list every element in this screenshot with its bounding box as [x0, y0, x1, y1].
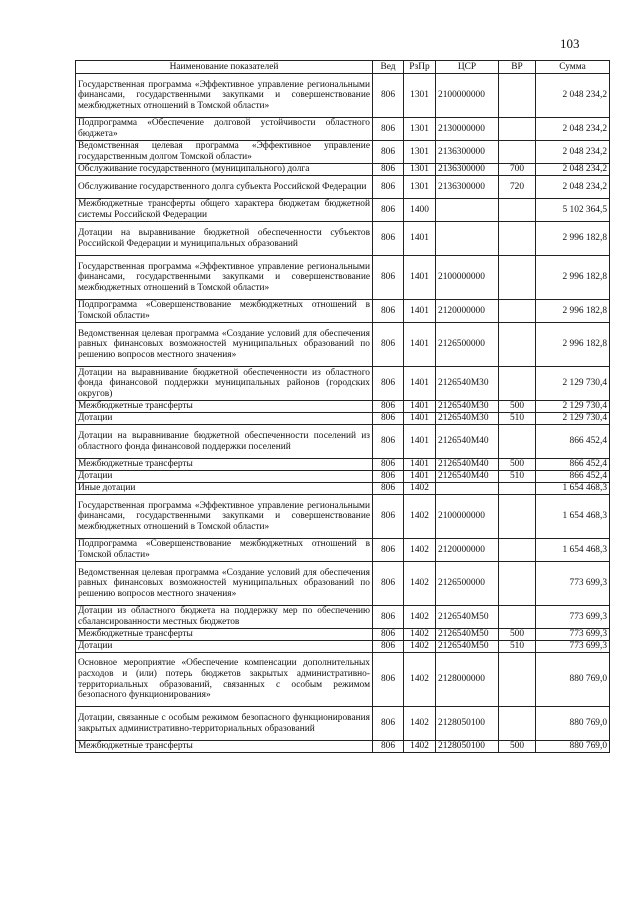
row-sum-cell: 1 654 468,3 — [536, 483, 610, 495]
row-sum-cell: 2 996 182,8 — [536, 256, 610, 300]
row-ved-cell: 806 — [373, 562, 404, 606]
row-rzpr-cell: 1400 — [404, 199, 436, 222]
row-sum-cell: 2 048 234,2 — [536, 164, 610, 176]
row-sum-cell: 2 129 730,4 — [536, 401, 610, 413]
row-vr-cell — [499, 483, 536, 495]
row-rzpr-cell: 1401 — [404, 459, 436, 471]
header-vr: ВР — [499, 61, 536, 74]
header-rzpr: РзПр — [404, 61, 436, 74]
row-ved-cell: 806 — [373, 164, 404, 176]
table-row — [76, 413, 610, 425]
row-rzpr-cell: 1301 — [404, 141, 436, 164]
row-csr-cell: 2126500000 — [436, 562, 499, 606]
row-rzpr-cell: 1401 — [404, 222, 436, 256]
row-ved-cell: 806 — [373, 256, 404, 300]
row-vr-cell — [499, 425, 536, 459]
table-body — [76, 74, 610, 753]
row-rzpr-cell: 1402 — [404, 495, 436, 539]
row-sum-cell: 880 769,0 — [536, 741, 610, 753]
row-name-cell: Дотации — [76, 471, 373, 483]
row-csr-cell: 2136300000 — [436, 164, 499, 176]
row-sum-cell: 2 996 182,8 — [536, 323, 610, 367]
row-name-cell: Дотации на выравнивание бюджетной обеспеченности из областного фонда финансовой поддержки муниципальных районов (городских округов) — [76, 367, 373, 401]
row-name-cell: Межбюджетные трансферты общего характера бюджетам бюджетной системы Российской Федерации — [76, 199, 373, 222]
table-row — [76, 483, 610, 495]
row-sum-cell: 880 769,0 — [536, 653, 610, 707]
table-row — [76, 222, 610, 256]
table-row — [76, 164, 610, 176]
row-sum-cell: 2 048 234,2 — [536, 118, 610, 141]
row-rzpr-cell: 1301 — [404, 164, 436, 176]
row-sum-cell: 2 048 234,2 — [536, 141, 610, 164]
table-row — [76, 300, 610, 323]
row-name-cell: Ведомственная целевая программа «Эффективное управление государственным долгом Томской области» — [76, 141, 373, 164]
row-csr-cell: 2126500000 — [436, 323, 499, 367]
row-name-cell: Дотации из областного бюджета на поддержку мер по обеспечению сбалансированности местных бюджетов — [76, 606, 373, 629]
row-name-cell: Обслуживание государственного (муниципального) долга — [76, 164, 373, 176]
row-ved-cell: 806 — [373, 539, 404, 562]
table-row — [76, 707, 610, 741]
row-sum-cell: 773 699,3 — [536, 641, 610, 653]
row-ved-cell: 806 — [373, 495, 404, 539]
row-ved-cell: 806 — [373, 367, 404, 401]
row-rzpr-cell: 1301 — [404, 74, 436, 118]
row-ved-cell: 806 — [373, 606, 404, 629]
row-name-cell: Основное мероприятие «Обеспечение компенсации дополнительных расходов и (или) потерь бюджетов закрытых административно-территориальных образований, связанных с особым режимом безопасного функционирования» — [76, 653, 373, 707]
row-csr-cell: 2136300000 — [436, 141, 499, 164]
row-rzpr-cell: 1402 — [404, 641, 436, 653]
row-vr-cell — [499, 74, 536, 118]
row-rzpr-cell: 1402 — [404, 606, 436, 629]
row-vr-cell — [499, 495, 536, 539]
row-sum-cell: 2 996 182,8 — [536, 300, 610, 323]
row-rzpr-cell: 1402 — [404, 539, 436, 562]
row-name-cell: Государственная программа «Эффективное управление региональными финансами, государственными закупками и совершенствование межбюджетных отношений в Томской области» — [76, 256, 373, 300]
table-row — [76, 653, 610, 707]
row-name-cell: Межбюджетные трансферты — [76, 401, 373, 413]
row-ved-cell: 806 — [373, 425, 404, 459]
row-name-cell: Государственная программа «Эффективное управление региональными финансами, государственными закупками и совершенствование межбюджетных отношений в Томской области» — [76, 74, 373, 118]
row-name-cell: Обслуживание государственного долга субъекта Российской Федерации — [76, 176, 373, 199]
row-name-cell: Иные дотации — [76, 483, 373, 495]
table-row — [76, 425, 610, 459]
row-csr-cell: 2126540М40 — [436, 471, 499, 483]
row-vr-cell — [499, 653, 536, 707]
row-ved-cell: 806 — [373, 471, 404, 483]
row-csr-cell: 2126540М30 — [436, 413, 499, 425]
row-name-cell: Межбюджетные трансферты — [76, 629, 373, 641]
row-sum-cell: 773 699,3 — [536, 606, 610, 629]
table-row — [76, 323, 610, 367]
row-sum-cell: 773 699,3 — [536, 629, 610, 641]
row-rzpr-cell: 1301 — [404, 118, 436, 141]
row-csr-cell: 2126540М50 — [436, 629, 499, 641]
row-csr-cell — [436, 222, 499, 256]
row-sum-cell: 2 129 730,4 — [536, 413, 610, 425]
row-sum-cell: 2 129 730,4 — [536, 367, 610, 401]
row-name-cell: Ведомственная целевая программа «Создание условий для обеспечения равных финансовых возможностей муниципальных образований по решению вопросов местного значения» — [76, 323, 373, 367]
budget-table — [75, 60, 610, 753]
row-rzpr-cell: 1402 — [404, 629, 436, 641]
table-header-row — [76, 61, 610, 74]
row-rzpr-cell: 1301 — [404, 176, 436, 199]
row-vr-cell — [499, 222, 536, 256]
row-vr-cell — [499, 562, 536, 606]
row-csr-cell: 2128050100 — [436, 741, 499, 753]
header-name: Наименование показателей — [76, 61, 373, 74]
row-csr-cell: 2136300000 — [436, 176, 499, 199]
table-row — [76, 741, 610, 753]
row-rzpr-cell: 1402 — [404, 562, 436, 606]
row-rzpr-cell: 1401 — [404, 413, 436, 425]
row-vr-cell — [499, 606, 536, 629]
row-ved-cell: 806 — [373, 629, 404, 641]
row-vr-cell — [499, 256, 536, 300]
row-csr-cell — [436, 483, 499, 495]
row-csr-cell: 2126540М50 — [436, 641, 499, 653]
row-csr-cell: 2126540М30 — [436, 401, 499, 413]
row-name-cell: Государственная программа «Эффективное управление региональными финансами, государственными закупками и совершенствование межбюджетных отношений в Томской области» — [76, 495, 373, 539]
table-row — [76, 539, 610, 562]
table-row — [76, 401, 610, 413]
table-row — [76, 629, 610, 641]
table-row — [76, 367, 610, 401]
row-name-cell: Дотации — [76, 641, 373, 653]
row-name-cell: Подпрограмма «Совершенствование межбюджетных отношений в Томской области» — [76, 300, 373, 323]
row-rzpr-cell: 1401 — [404, 471, 436, 483]
row-ved-cell: 806 — [373, 707, 404, 741]
row-ved-cell: 806 — [373, 413, 404, 425]
row-sum-cell: 2 048 234,2 — [536, 74, 610, 118]
row-ved-cell: 806 — [373, 74, 404, 118]
row-name-cell: Ведомственная целевая программа «Создание условий для обеспечения равных финансовых возможностей муниципальных образований по решению вопросов местного значения» — [76, 562, 373, 606]
row-sum-cell: 2 996 182,8 — [536, 222, 610, 256]
row-rzpr-cell: 1401 — [404, 300, 436, 323]
row-ved-cell: 806 — [373, 741, 404, 753]
row-rzpr-cell: 1401 — [404, 367, 436, 401]
row-csr-cell: 2128050100 — [436, 707, 499, 741]
row-rzpr-cell: 1402 — [404, 707, 436, 741]
page-number: 103 — [560, 36, 580, 51]
row-ved-cell: 806 — [373, 222, 404, 256]
row-csr-cell: 2126540М40 — [436, 425, 499, 459]
row-vr-cell — [499, 118, 536, 141]
row-sum-cell: 2 048 234,2 — [536, 176, 610, 199]
row-ved-cell: 806 — [373, 483, 404, 495]
table-row — [76, 176, 610, 199]
row-sum-cell: 5 102 364,5 — [536, 199, 610, 222]
row-vr-cell — [499, 539, 536, 562]
row-vr-cell — [499, 141, 536, 164]
table-row — [76, 495, 610, 539]
row-ved-cell: 806 — [373, 300, 404, 323]
row-vr-cell: 700 — [499, 164, 536, 176]
table-row — [76, 256, 610, 300]
row-sum-cell: 773 699,3 — [536, 562, 610, 606]
row-vr-cell: 510 — [499, 413, 536, 425]
row-sum-cell: 1 654 468,3 — [536, 495, 610, 539]
row-ved-cell: 806 — [373, 459, 404, 471]
row-rzpr-cell: 1401 — [404, 401, 436, 413]
row-csr-cell: 2128000000 — [436, 653, 499, 707]
row-vr-cell: 500 — [499, 741, 536, 753]
row-csr-cell: 2130000000 — [436, 118, 499, 141]
table-row — [76, 141, 610, 164]
row-rzpr-cell: 1402 — [404, 483, 436, 495]
row-csr-cell — [436, 199, 499, 222]
row-vr-cell — [499, 707, 536, 741]
header-sum: Сумма — [536, 61, 610, 74]
row-vr-cell: 720 — [499, 176, 536, 199]
row-name-cell: Подпрограмма «Совершенствование межбюджетных отношений в Томской области» — [76, 539, 373, 562]
row-name-cell: Межбюджетные трансферты — [76, 741, 373, 753]
row-csr-cell: 2100000000 — [436, 495, 499, 539]
row-ved-cell: 806 — [373, 401, 404, 413]
row-sum-cell: 1 654 468,3 — [536, 539, 610, 562]
row-sum-cell: 866 452,4 — [536, 425, 610, 459]
row-csr-cell: 2126540М40 — [436, 459, 499, 471]
row-rzpr-cell: 1401 — [404, 425, 436, 459]
table-row — [76, 199, 610, 222]
row-vr-cell: 510 — [499, 471, 536, 483]
row-vr-cell — [499, 323, 536, 367]
row-ved-cell: 806 — [373, 653, 404, 707]
row-sum-cell: 880 769,0 — [536, 707, 610, 741]
row-vr-cell: 500 — [499, 629, 536, 641]
table-row — [76, 641, 610, 653]
row-name-cell: Межбюджетные трансферты — [76, 459, 373, 471]
row-csr-cell: 2100000000 — [436, 74, 499, 118]
row-rzpr-cell: 1402 — [404, 741, 436, 753]
table-row — [76, 74, 610, 118]
row-vr-cell — [499, 367, 536, 401]
row-csr-cell: 2100000000 — [436, 256, 499, 300]
row-name-cell: Дотации на выравнивание бюджетной обеспеченности поселений из областного фонда финансовой поддержки поселений — [76, 425, 373, 459]
row-csr-cell: 2126540М50 — [436, 606, 499, 629]
table-row — [76, 606, 610, 629]
row-ved-cell: 806 — [373, 141, 404, 164]
row-ved-cell: 806 — [373, 641, 404, 653]
table-row — [76, 118, 610, 141]
row-sum-cell: 866 452,4 — [536, 471, 610, 483]
row-ved-cell: 806 — [373, 176, 404, 199]
row-ved-cell: 806 — [373, 323, 404, 367]
header-ved: Вед — [373, 61, 404, 74]
row-csr-cell: 2126540М30 — [436, 367, 499, 401]
table-row — [76, 459, 610, 471]
row-vr-cell — [499, 199, 536, 222]
header-csr: ЦСР — [436, 61, 499, 74]
row-csr-cell: 2120000000 — [436, 300, 499, 323]
row-vr-cell — [499, 300, 536, 323]
row-name-cell: Дотации — [76, 413, 373, 425]
row-rzpr-cell: 1401 — [404, 323, 436, 367]
row-name-cell: Дотации на выравнивание бюджетной обеспеченности субъектов Российской Федерации и муниципальных образований — [76, 222, 373, 256]
row-vr-cell: 500 — [499, 459, 536, 471]
row-rzpr-cell: 1402 — [404, 653, 436, 707]
row-ved-cell: 806 — [373, 199, 404, 222]
row-vr-cell: 510 — [499, 641, 536, 653]
row-name-cell: Подпрограмма «Обеспечение долговой устойчивости областного бюджета» — [76, 118, 373, 141]
row-sum-cell: 866 452,4 — [536, 459, 610, 471]
row-ved-cell: 806 — [373, 118, 404, 141]
row-name-cell: Дотации, связанные с особым режимом безопасного функционирования закрытых административно-территориальных образований — [76, 707, 373, 741]
row-csr-cell: 2120000000 — [436, 539, 499, 562]
row-rzpr-cell: 1401 — [404, 256, 436, 300]
row-vr-cell: 500 — [499, 401, 536, 413]
table-row — [76, 471, 610, 483]
table-row — [76, 562, 610, 606]
